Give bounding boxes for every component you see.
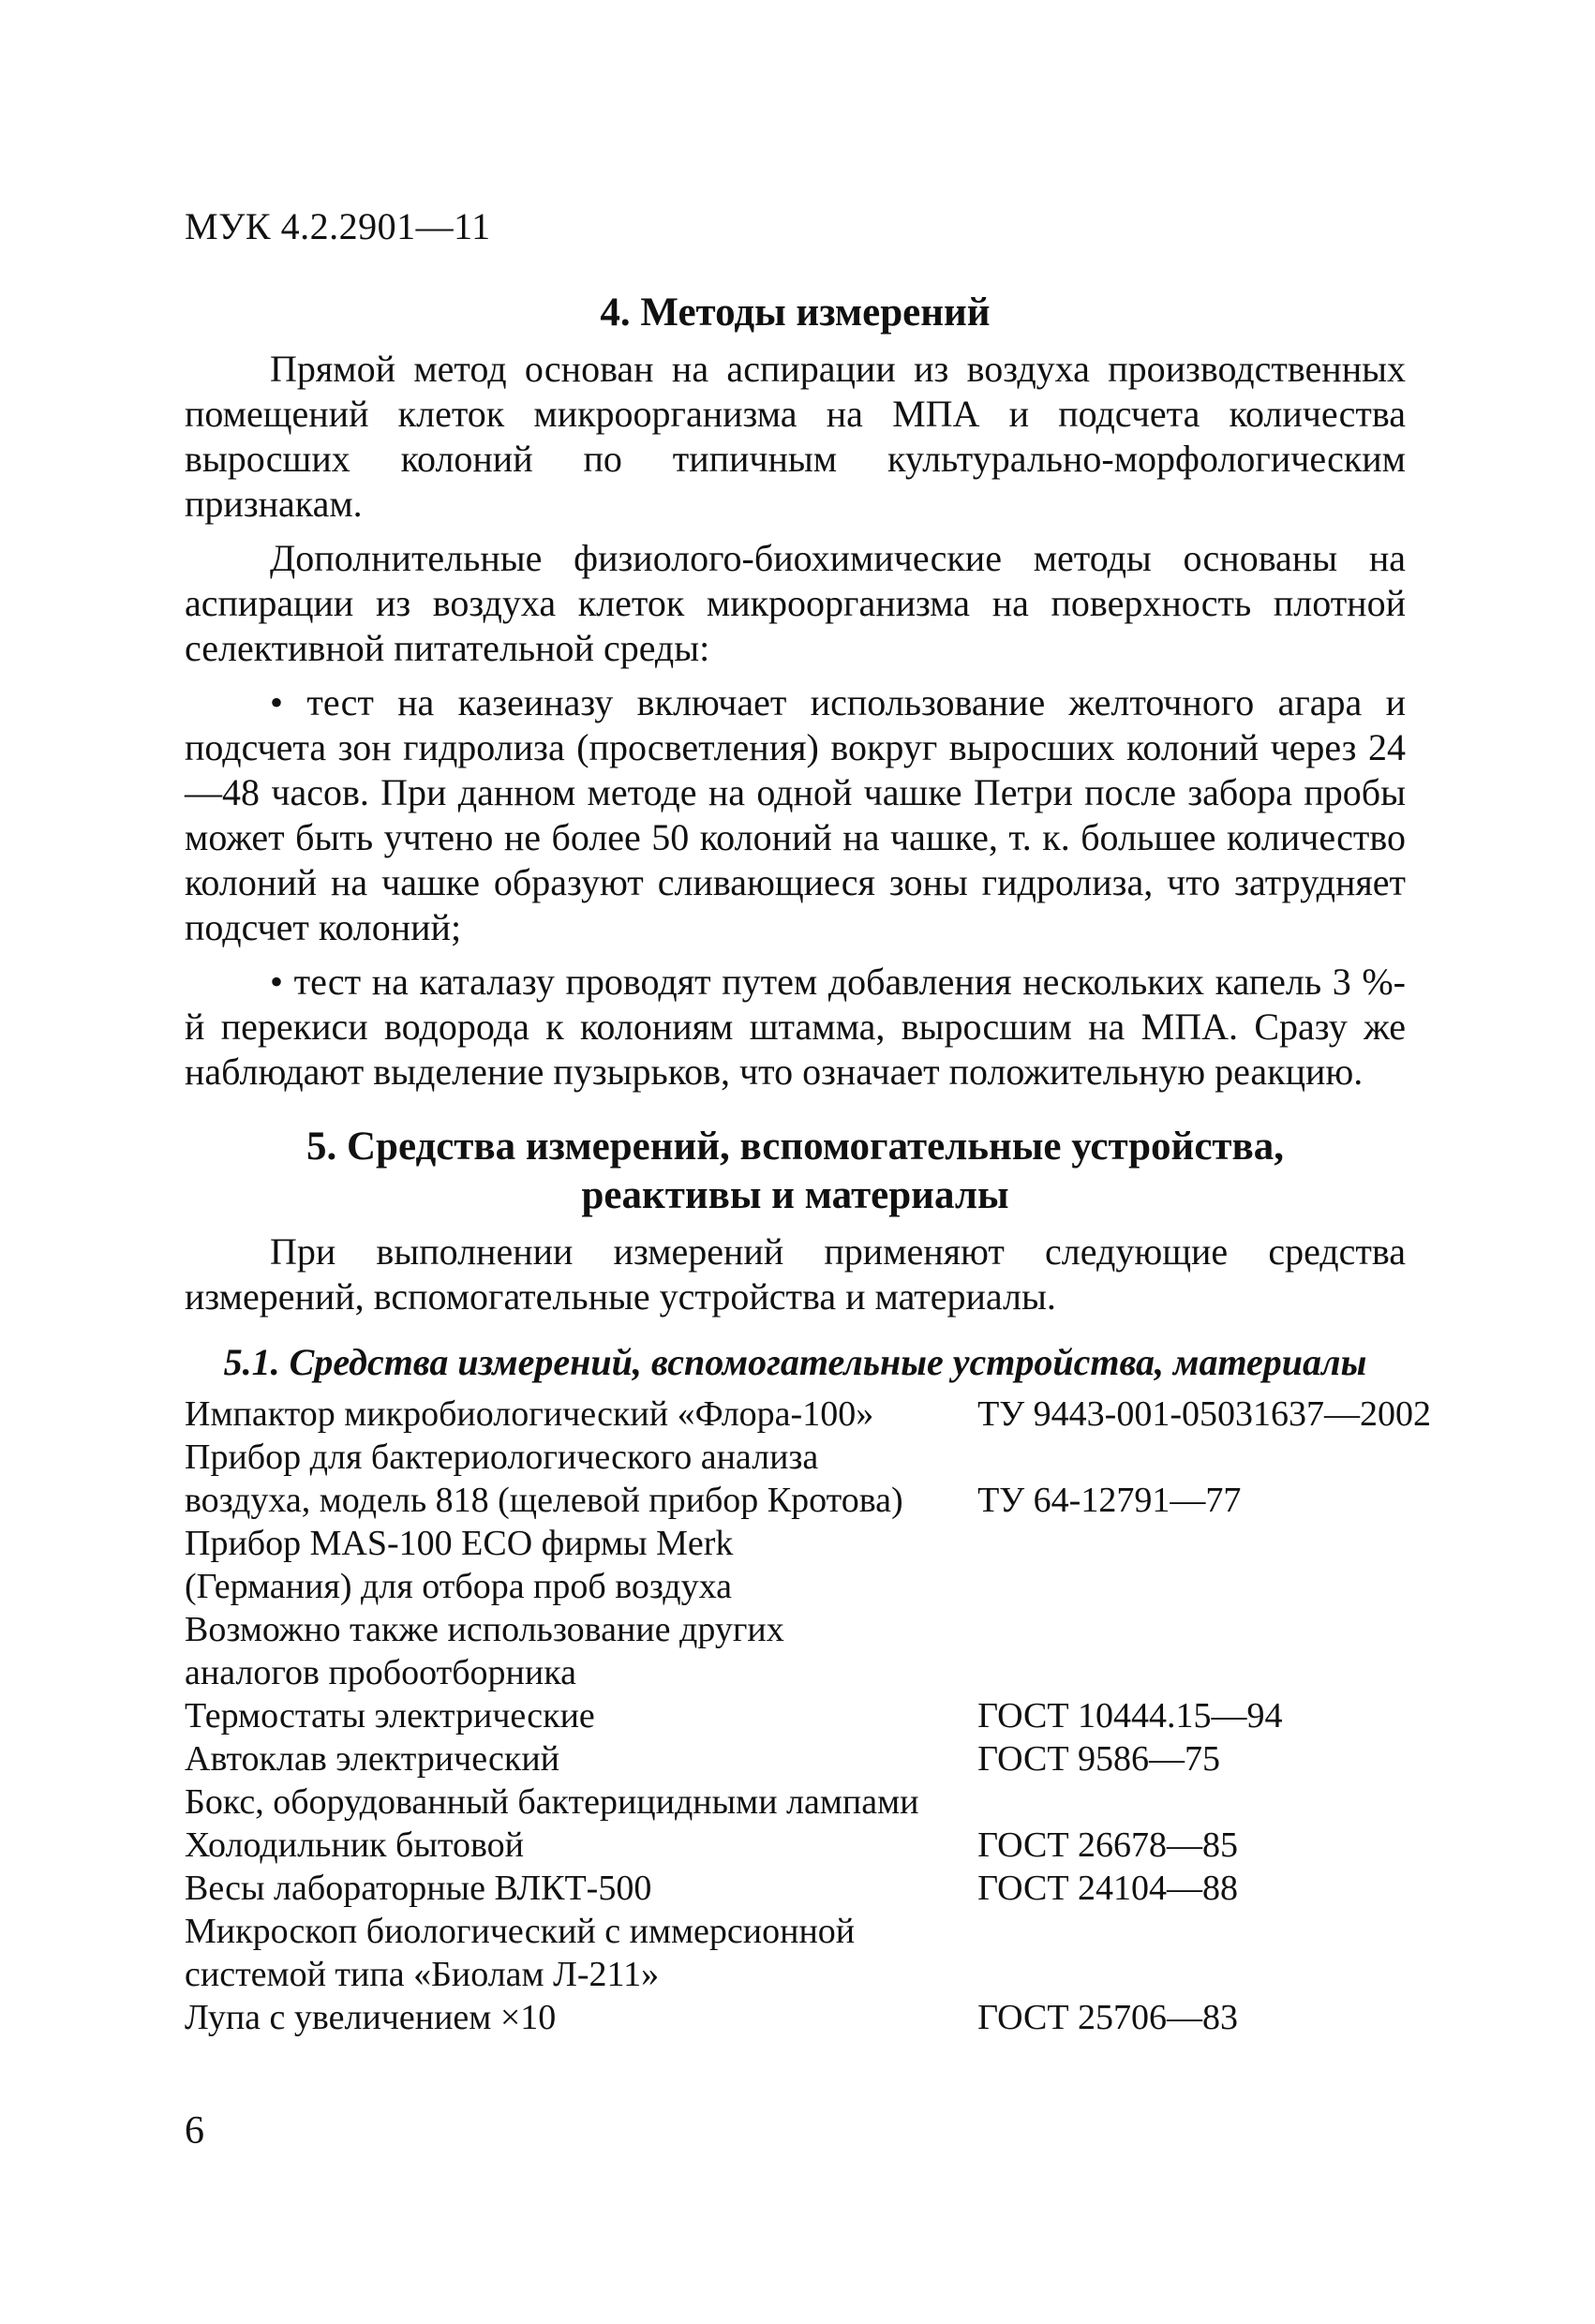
equipment-standard: ГОСТ 9586—75 — [977, 1739, 1221, 1779]
equipment-name: Бокс, оборудованный бактерицидными лампами — [185, 1782, 919, 1822]
equipment-name: Микроскоп биологический с иммерсионной — [185, 1912, 856, 1951]
equipment-name: Автоклав электрический — [185, 1739, 560, 1779]
equipment-name: Лупа с увеличением ×10 — [185, 1998, 557, 2037]
equipment-standard — [977, 1565, 1431, 1608]
equipment-table-body — [185, 1393, 1431, 2039]
equipment-row — [185, 1953, 1431, 1996]
equipment-row — [185, 1479, 1431, 1522]
equipment-standard — [977, 1651, 1431, 1694]
equipment-name: Прибор MAS-100 ECO фирмы Merk — [185, 1524, 734, 1563]
equipment-name: Импактор микробиологический «Флора-100» — [185, 1394, 874, 1434]
subsection-5-1-title: 5.1. Средства измерений, вспомогательные устройства, материалы — [223, 1341, 1367, 1383]
equipment-row — [185, 1780, 1431, 1824]
equipment-standard: ГОСТ 24104—88 — [977, 1869, 1239, 1908]
equipment-row — [185, 1824, 1431, 1867]
equipment-name: Термостаты электрические — [185, 1696, 595, 1736]
equipment-row — [185, 1867, 1431, 1910]
equipment-standard — [977, 1910, 1431, 1953]
equipment-table — [185, 1393, 1431, 2039]
equipment-standard: ГОСТ 25706—83 — [977, 1998, 1239, 2037]
equipment-row — [185, 1393, 1431, 1436]
equipment-standard — [977, 1780, 1431, 1824]
equipment-row — [185, 1608, 1431, 1651]
equipment-name: Весы лабораторные ВЛКТ-500 — [185, 1869, 652, 1908]
equipment-row — [185, 1910, 1431, 1953]
equipment-name: воздуха, модель 818 (щелевой прибор Кротова) — [185, 1481, 903, 1520]
equipment-name: Прибор для бактериологического анализа — [185, 1438, 819, 1477]
section-5-title — [185, 1123, 1406, 1220]
equipment-name: аналогов пробоотборника — [185, 1653, 576, 1692]
section-5-title-line-1: 5. Средства измерений, вспомогательные устройства, — [306, 1125, 1285, 1169]
section-4-paragraph-2: Дополнительные физиолого-биохимические методы основаны на аспирации из воздуха клеток микроорганизма на поверхность плотной селективной питательной среды: — [185, 537, 1406, 669]
section-4-paragraph-1: Прямой метод основан на аспирации из воздуха производственных помещений клеток микроорганизма на МПА и подсчета количества выросших колоний по типичным культурально-морфологическим признакам. — [185, 348, 1406, 525]
equipment-name: системой типа «Биолам Л-211» — [185, 1955, 660, 1994]
page-content — [185, 289, 1431, 2039]
equipment-standard — [977, 1522, 1431, 1565]
running-header: МУК 4.2.2901—11 — [185, 205, 491, 247]
bullet-item-caseinase: • тест на казеиназу включает использование желточного агара и подсчета зон гидролиза (просветления) вокруг выросших колоний через 24—48 часов. При данном методе на одной чашке Петри после забора пробы может быть учтено не более 50 колоний на чашке, т. к. большее количество колоний на чашке образуют сливающиеся зоны гидролиза, что затрудняет подсчет колоний; — [185, 680, 1406, 950]
equipment-row — [185, 1737, 1431, 1780]
section-4-title: 4. Методы измерений — [600, 290, 991, 335]
equipment-row — [185, 1565, 1431, 1608]
equipment-row — [185, 1996, 1431, 2039]
equipment-standard: ГОСТ 26678—85 — [977, 1825, 1239, 1865]
equipment-row — [185, 1651, 1431, 1694]
equipment-standard — [977, 1436, 1431, 1479]
section-5-title-line-2: реактивы и материалы — [581, 1173, 1009, 1217]
equipment-standard — [977, 1608, 1431, 1651]
equipment-standard: ГОСТ 10444.15—94 — [977, 1696, 1283, 1736]
equipment-row — [185, 1694, 1431, 1737]
section-5-intro: При выполнении измерений применяют следующие средства измерений, вспомогательные устройства и материалы. — [185, 1230, 1406, 1318]
bullet-item-catalase: • тест на каталазу проводят путем добавления нескольких капель 3 %-й перекиси водорода к колониям штамма, выросшим на МПА. Сразу же наблюдают выделение пузырьков, что означает положительную реакцию. — [185, 960, 1406, 1095]
equipment-standard: ТУ 64-12791—77 — [977, 1481, 1242, 1520]
equipment-name: Холодильник бытовой — [185, 1825, 525, 1865]
equipment-name: Возможно также использование других — [185, 1610, 784, 1649]
equipment-standard: ТУ 9443-001-05031637—2002 — [977, 1394, 1431, 1434]
page-number: 6 — [185, 2109, 204, 2153]
equipment-row — [185, 1522, 1431, 1565]
equipment-name: (Германия) для отбора проб воздуха — [185, 1567, 732, 1606]
equipment-standard — [977, 1953, 1431, 1996]
equipment-row — [185, 1436, 1431, 1479]
